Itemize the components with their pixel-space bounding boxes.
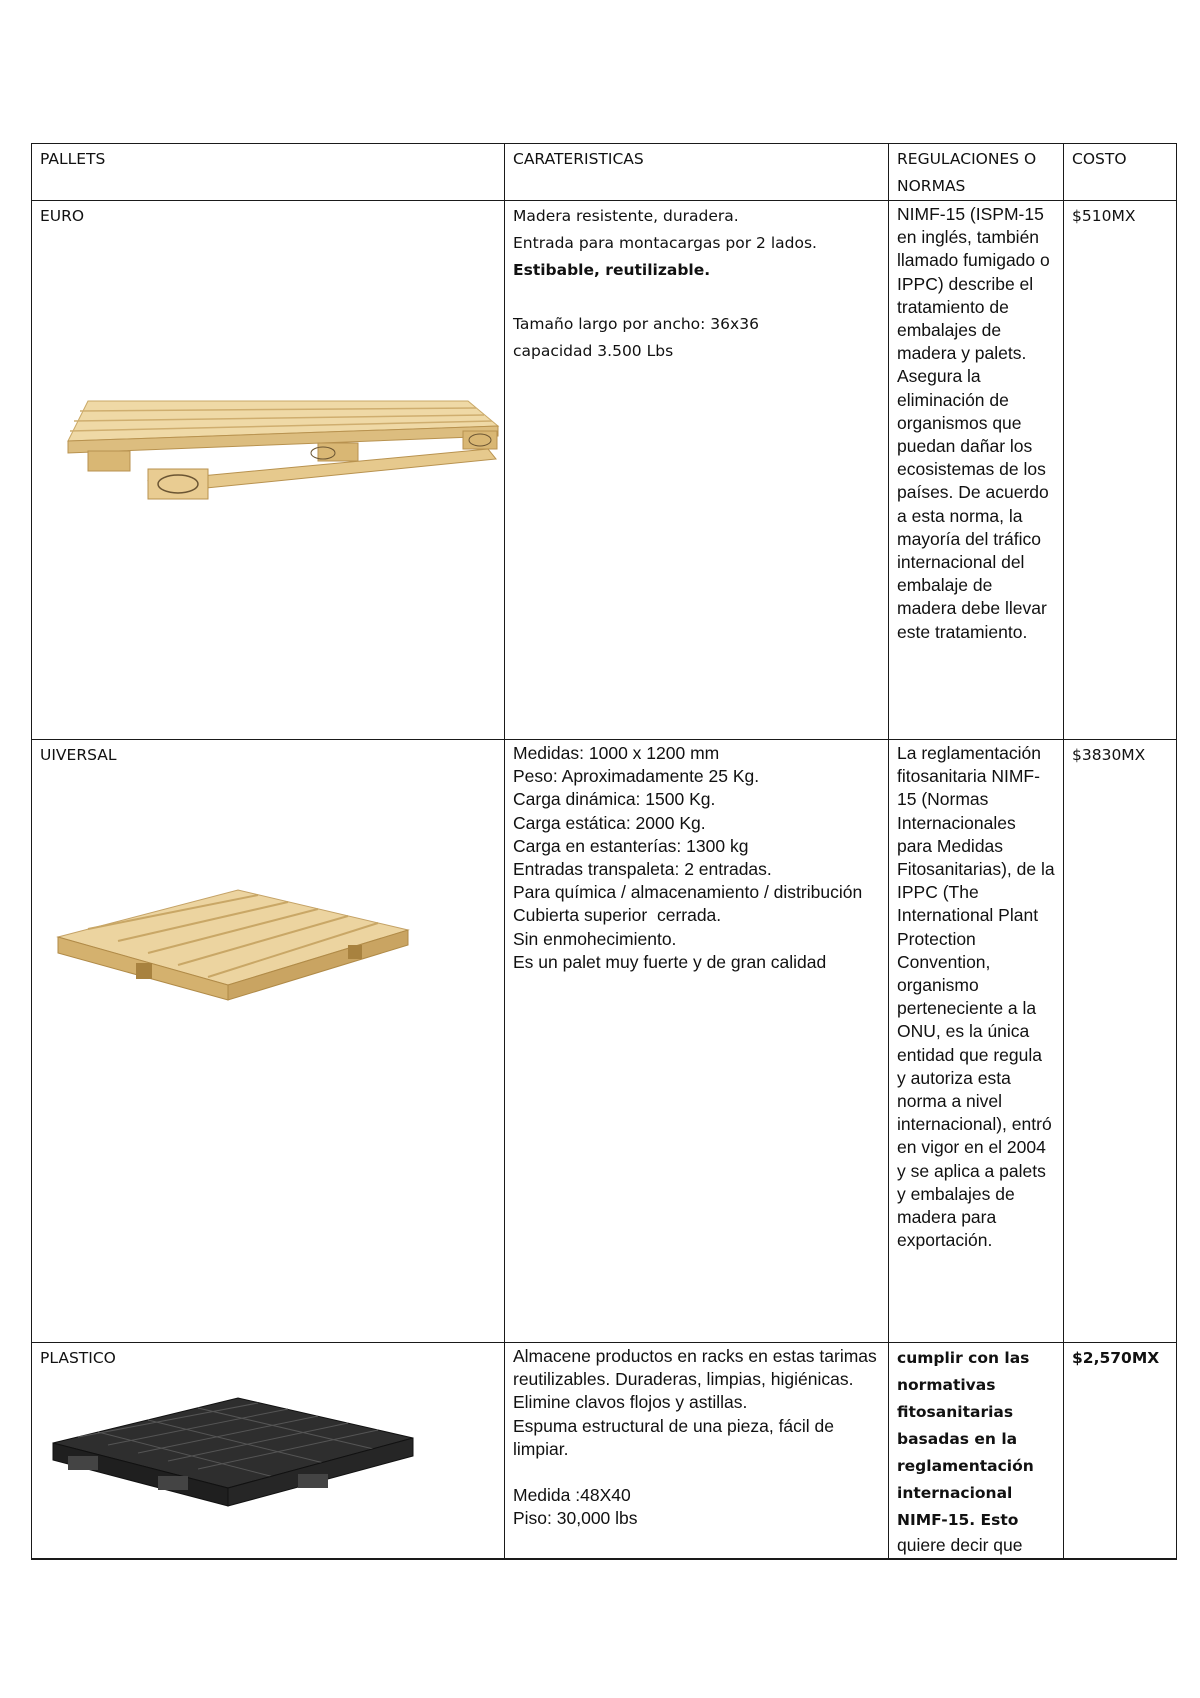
header-regulaciones: REGULACIONES O NORMAS [889, 144, 1064, 201]
header-row [32, 144, 1177, 201]
feature-line: Medidas: 1000 x 1200 mm [513, 743, 720, 763]
feature-line: Estibable, reutilizable. [513, 261, 711, 279]
pallet-name: UIVERSAL [40, 746, 117, 764]
pallet-name-cell [32, 1343, 505, 1560]
feature-line: Almacene productos en racks en estas tarimas reutilizables. Duraderas, limpias, higiénicas. [513, 1346, 882, 1390]
pallet-name: EURO [40, 207, 85, 225]
costo-cell: $510MX [1064, 201, 1177, 740]
header-pallets: PALLETS [32, 144, 505, 201]
feature-line: Entradas transpaleta: 2 entradas. [513, 859, 772, 880]
costo-cell: $2,570MX [1064, 1343, 1177, 1560]
pallet-name-cell [32, 201, 505, 740]
feature-line: Medida :48X40 [513, 1485, 631, 1506]
table-row [32, 201, 1177, 740]
regulaciones-cell [889, 1343, 1064, 1560]
feature-line: capacidad 3.500 Lbs [513, 342, 674, 360]
feature-line: Elimine clavos flojos y astillas. [513, 1392, 748, 1413]
universal-pallet-image [48, 875, 428, 1005]
regulaciones-cell: NIMF-15 (ISPM-15 en inglés, también llamado fumigado o IPPC) describe el tratamiento de embalajes de madera y palets. Asegura la eliminación de organismos que puedan dañar los ecosistemas de los países. De acuerdo a esta norma, la mayoría del tráfico internacional del embalaje de madera debe llevar este tratamiento. [889, 201, 1064, 740]
caracteristicas-cell [505, 1343, 889, 1560]
header-caracteristicas: CARATERISTICAS [505, 144, 889, 201]
pallet-name-cell [32, 740, 505, 1343]
header-costo: COSTO [1064, 144, 1177, 201]
costo-cell: $3830MX [1064, 740, 1177, 1343]
feature-line: Espuma estructural de una pieza, fácil de limpiar. [513, 1415, 839, 1459]
feature-line: Carga dinámica: 1500 Kg. [513, 789, 716, 810]
table-row [32, 740, 1177, 1343]
feature-line: Entrada para montacargas por 2 lados. [513, 234, 817, 252]
feature-line: Es un palet muy fuerte y de gran calidad [513, 951, 827, 972]
caracteristicas-cell [505, 740, 889, 1343]
feature-line: Sin enmohecimiento. [513, 928, 677, 949]
euro-pallet-image [48, 381, 505, 511]
regulation-text: quiere decir que [897, 1535, 1023, 1555]
feature-line: Carga estática: 2000 Kg. [513, 812, 706, 833]
feature-line: Piso: 30,000 lbs [513, 1508, 638, 1529]
feature-line: Tamaño largo por ancho: 36x36 [513, 315, 759, 333]
regulaciones-cell: La reglamentación fitosanitaria NIMF-15 (Normas Internacionales para Medidas Fitosanitarias), de la IPPC (The International Plant Protection Convention, organismo perteneciente a la ONU, es la única entidad que regula y autoriza esta norma a nivel internacional), entró en vigor en el 2004 y se aplica a palets y embalajes de madera para exportación. [889, 740, 1064, 1343]
pallets-table [31, 143, 1177, 1560]
regulation-text: cumplir con las normativas fitosanitarias basadas en la reglamentación internacional NIMF-15. Esto [897, 1349, 1034, 1529]
feature-line: Cubierta superior cerrada. [513, 905, 722, 926]
plastic-pallet-image [48, 1388, 428, 1518]
feature-line: Para química / almacenamiento / distribución [513, 882, 863, 903]
pallet-name: PLASTICO [40, 1349, 116, 1367]
table-row [32, 1343, 1177, 1560]
feature-line: Madera resistente, duradera. [513, 207, 739, 225]
caracteristicas-cell [505, 201, 889, 740]
feature-line: Peso: Aproximadamente 25 Kg. [513, 766, 760, 787]
feature-line: Carga en estanterías: 1300 kg [513, 835, 749, 856]
